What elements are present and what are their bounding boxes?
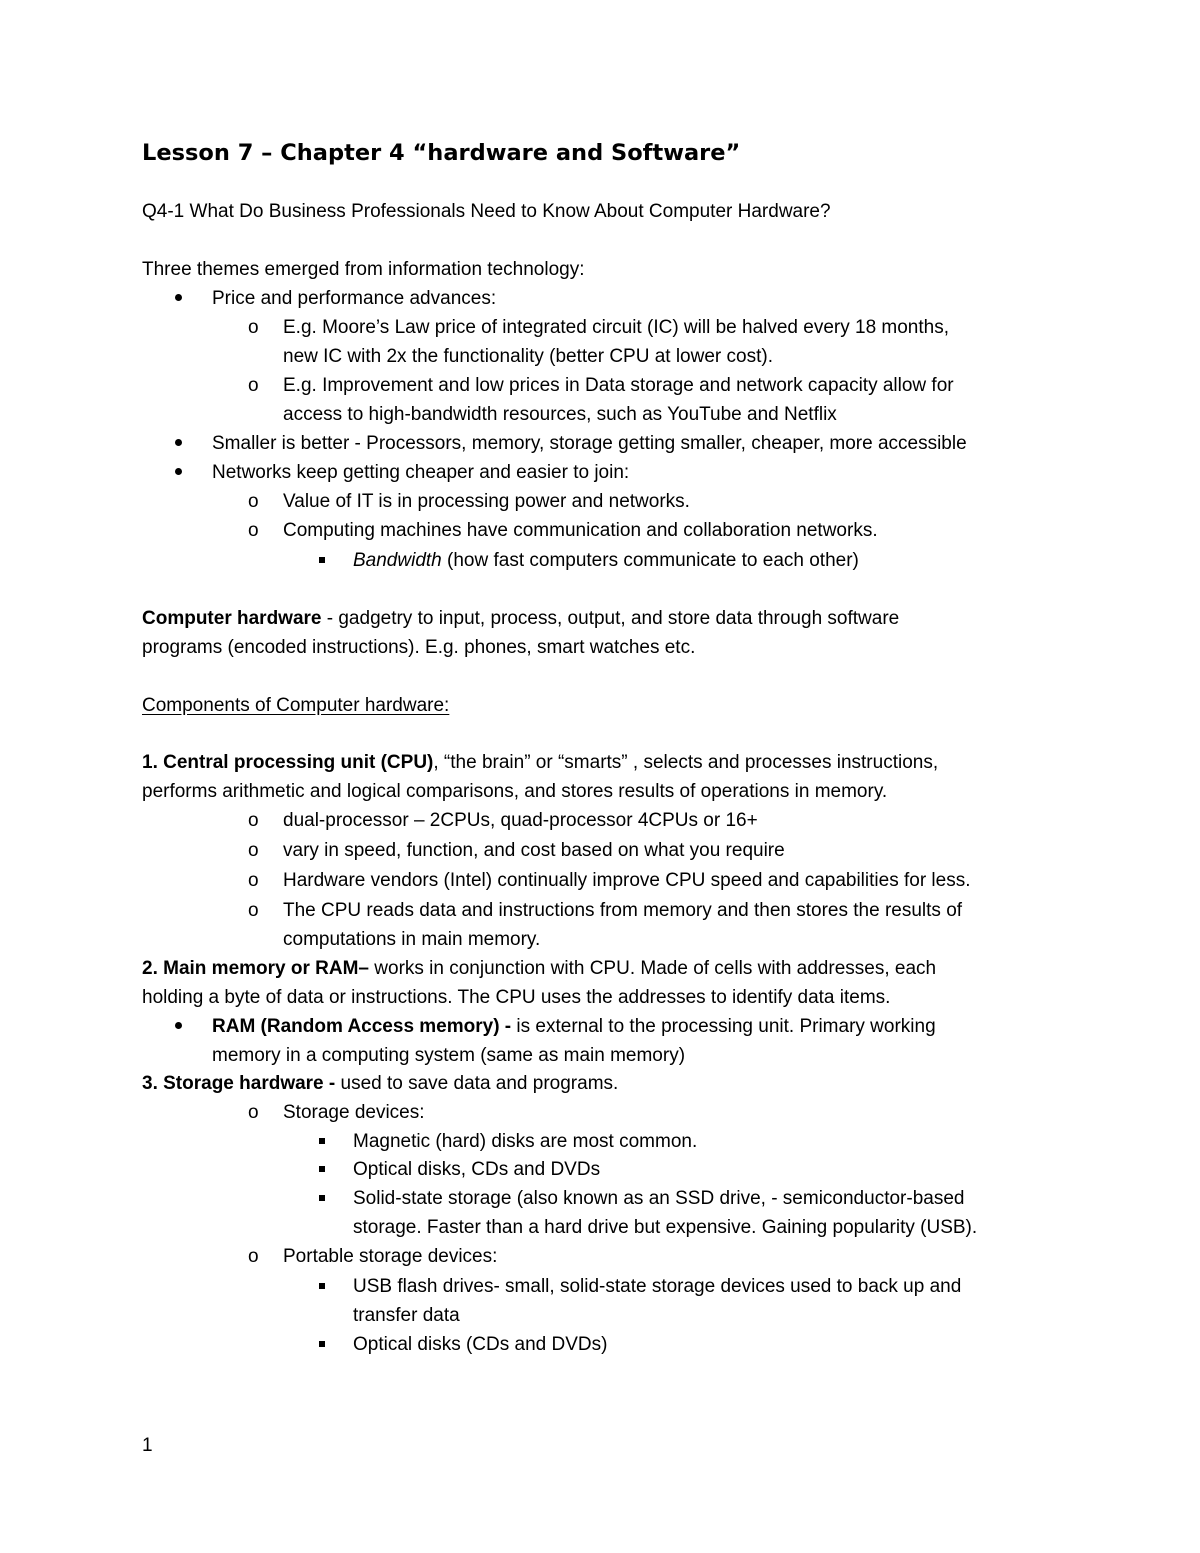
square-bullet-icon (319, 1283, 325, 1289)
storage-subsubitem: Solid-state storage (also known as an SSD drive, - semiconductor-based (353, 1188, 965, 1209)
ram-bullet (212, 1012, 936, 1041)
components-heading: Components of Computer hardware: (142, 695, 450, 716)
theme-subitem-cont: access to high-bandwidth resources, such as YouTube and Netflix (283, 404, 837, 425)
page-title: Lesson 7 – Chapter 4 “hardware and Software” (142, 140, 741, 166)
storage-subsubitem: Magnetic (hard) disks are most common. (353, 1131, 698, 1152)
theme-item: Price and performance advances: (212, 288, 497, 309)
theme-subitem: Value of IT is in processing power and networks. (283, 491, 690, 512)
question-heading: Q4-1 What Do Business Professionals Need to Know About Computer Hardware? (142, 201, 831, 222)
theme-subitem-cont: new IC with 2x the functionality (better CPU at lower cost). (283, 346, 773, 367)
storage-subsubitem: Optical disks, CDs and DVDs (353, 1159, 601, 1180)
storage-subsubitem: Optical disks (CDs and DVDs) (353, 1334, 608, 1355)
ram-desc-cont: holding a byte of data or instructions. The CPU uses the addresses to identify data items. (142, 987, 891, 1008)
circle-bullet-icon: o (248, 491, 259, 512)
circle-bullet-icon: o (248, 840, 259, 861)
circle-bullet-icon: o (248, 870, 259, 891)
theme-subsubitem (353, 546, 859, 575)
cpu-heading (142, 748, 938, 777)
hardware-desc: - gadgetry to input, process, output, and store data through software (321, 608, 900, 629)
ram-term: 2. Main memory or RAM– (142, 958, 369, 979)
cpu-subitem: dual-processor – 2CPUs, quad-processor 4CPUs or 16+ (283, 810, 758, 831)
square-bullet-icon (319, 1166, 325, 1172)
storage-desc: used to save data and programs. (335, 1073, 619, 1094)
themes-intro: Three themes emerged from information technology: (142, 259, 585, 280)
hardware-definition (142, 604, 899, 633)
square-bullet-icon (319, 1138, 325, 1144)
circle-bullet-icon: o (248, 810, 259, 831)
storage-subitem: Portable storage devices: (283, 1246, 498, 1267)
square-bullet-icon (319, 557, 325, 563)
ram-bullet-desc: is external to the processing unit. Primary working (511, 1016, 936, 1037)
page-number: 1 (142, 1435, 153, 1456)
storage-heading (142, 1069, 618, 1098)
storage-term: 3. Storage hardware - (142, 1073, 336, 1094)
ram-bullet-cont: memory in a computing system (same as main memory) (212, 1045, 686, 1066)
storage-subitem: Storage devices: (283, 1102, 425, 1123)
bullet-dot-icon (175, 1022, 182, 1029)
bullet-dot-icon (175, 468, 182, 475)
bullet-dot-icon (175, 294, 182, 301)
circle-bullet-icon: o (248, 520, 259, 541)
circle-bullet-icon: o (248, 317, 259, 338)
circle-bullet-icon: o (248, 375, 259, 396)
storage-subsubitem-cont: transfer data (353, 1305, 460, 1326)
ram-desc: works in conjunction with CPU. Made of cells with addresses, each (369, 958, 937, 979)
circle-bullet-icon: o (248, 900, 259, 921)
bandwidth-desc: (how fast computers communicate to each other) (441, 550, 859, 571)
hardware-term: Computer hardware (142, 608, 322, 629)
cpu-desc-cont: performs arithmetic and logical comparisons, and stores results of operations in memory. (142, 781, 888, 802)
cpu-subitem-cont: computations in main memory. (283, 929, 541, 950)
circle-bullet-icon: o (248, 1102, 259, 1123)
ram-bullet-term: RAM (Random Access memory) - (212, 1016, 512, 1037)
theme-item: Smaller is better - Processors, memory, storage getting smaller, cheaper, more accessible (212, 433, 967, 454)
cpu-subitem: The CPU reads data and instructions from memory and then stores the results of (283, 900, 963, 921)
square-bullet-icon (319, 1195, 325, 1201)
theme-subitem: Computing machines have communication and collaboration networks. (283, 520, 878, 541)
circle-bullet-icon: o (248, 1246, 259, 1267)
hardware-definition-cont: programs (encoded instructions). E.g. phones, smart watches etc. (142, 637, 696, 658)
cpu-desc: , “the brain” or “smarts” , selects and processes instructions, (433, 752, 939, 773)
storage-subsubitem-cont: storage. Faster than a hard drive but expensive. Gaining popularity (USB). (353, 1217, 978, 1238)
square-bullet-icon (319, 1341, 325, 1347)
bandwidth-term: Bandwidth (353, 550, 442, 571)
storage-subsubitem: USB flash drives- small, solid-state storage devices used to back up and (353, 1276, 962, 1297)
theme-subitem: E.g. Improvement and low prices in Data storage and network capacity allow for (283, 375, 954, 396)
cpu-subitem: vary in speed, function, and cost based on what you require (283, 840, 785, 861)
cpu-term: 1. Central processing unit (CPU) (142, 752, 434, 773)
cpu-subitem: Hardware vendors (Intel) continually improve CPU speed and capabilities for less. (283, 870, 971, 891)
bullet-dot-icon (175, 439, 182, 446)
ram-heading (142, 954, 936, 983)
theme-subitem: E.g. Moore’s Law price of integrated circuit (IC) will be halved every 18 months, (283, 317, 950, 338)
theme-item: Networks keep getting cheaper and easier to join: (212, 462, 630, 483)
